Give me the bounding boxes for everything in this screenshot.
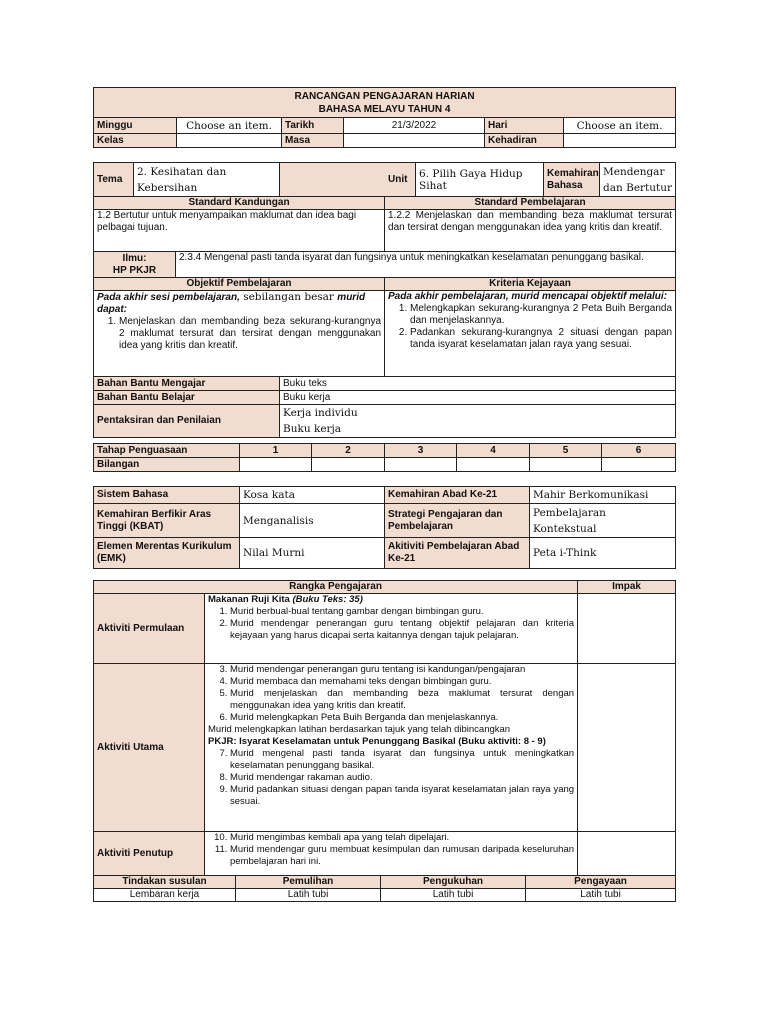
impak-penutup[interactable] [578,832,676,876]
kbat-value[interactable]: Menganalisis [240,504,385,538]
masa-label: Masa [282,134,344,148]
tahap-level-2: 2 [312,444,385,458]
emk-value[interactable]: Nilai Murni [240,538,385,569]
kriteria-item: 2. Padankan sekurang-kurangnya 2 situasi dengan papan tanda isyarat keselamatan jalan raya yang sesuai. [410,327,672,351]
kemahiran-value[interactable]: Mendengar dan Bertutur [600,163,676,197]
utama-item: 7. Murid mengenal pasti tanda isyarat dan fungsinya untuk meningkatkan keselamatan penunggang basikal. [230,748,574,772]
objektif-intro-b: sebilangan besar [239,291,338,303]
kbat-label: Kemahiran Berfikir Aras Tinggi (KBAT) [94,504,240,538]
kriteria-header: Kriteria Kejayaan [385,278,676,291]
sistem-bahasa-value[interactable]: Kosa kata [240,487,385,504]
bilangan-cell-3[interactable] [385,458,457,472]
impak-permulaan[interactable] [578,594,676,664]
permulaan-heading [208,594,574,606]
bilangan-cell-4[interactable] [457,458,530,472]
kelas-label: Kelas [94,134,177,148]
document-title [94,88,676,118]
objektif-list [97,316,381,352]
utama-cell [205,664,578,832]
standard-kandungan-header: Standard Kandungan [94,197,385,210]
rangka-header: Rangka Pengajaran [94,581,578,594]
tahap-level-4: 4 [457,444,530,458]
bilangan-cell-6[interactable] [602,458,676,472]
strategi-label: Strategi Pengajaran dan Pembelajaran [385,504,530,538]
unit-label: Unit [280,163,416,197]
bilangan-label: Bilangan [94,458,240,472]
tahap-level-1: 1 [240,444,312,458]
objektif-cell [94,291,385,377]
tahap-level-3: 3 [385,444,457,458]
hari-dropdown[interactable]: Choose an item. [564,118,676,134]
utama-label: Aktiviti Utama [94,664,205,832]
pengayaan-header: Pengayaan [526,876,676,889]
pengayaan-value[interactable]: Latih tubi [526,889,676,902]
bilangan-cell-2[interactable] [312,458,385,472]
objektif-intro-a: Pada akhir sesi pembelajaran, [97,292,240,303]
strategi-value[interactable]: Pembelajaran Kontekstual [530,504,676,538]
aktiviti-abad-label: Akitiviti Pembelajaran Abad Ke-21 [385,538,530,569]
penutup-list [208,832,574,868]
utama-item: 9. Murid padankan situasi dengan papan tanda isyarat keselamatan jalan raya yang sesuai. [230,784,574,808]
kriteria-item: 1. Melengkapkan sekurang-kurangnya 2 Peta Buih Berganda dan menjelaskannya. [410,303,672,327]
tindakan-value[interactable]: Lembaran kerja [94,889,236,902]
tindakan-header: Tindakan susulan [94,876,236,889]
penutup-item: 10. Murid mengimbas kembali apa yang telah dipelajari. [230,832,574,844]
title-line-1: RANCANGAN PENGAJARAN HARIAN [294,90,475,102]
permulaan-label: Aktiviti Permulaan [94,594,205,664]
objektif-item: 1. Menjelaskan dan membanding beza sekurang-kurangnya 2 maklumat tersurat dan tersirat dengan menggunakan idea yang kritis dan kreatif. [119,316,381,352]
tema-value[interactable]: 2. Kesihatan dan Kebersihan [134,163,280,197]
standard-pembelajaran-header: Standard Pembelajaran [385,197,676,210]
abad-21-label: Kemahiran Abad Ke-21 [385,487,530,504]
pengukuhan-value[interactable]: Latih tubi [381,889,526,902]
pentaksiran-label: Pentaksiran dan Penilaian [94,405,280,438]
bilangan-cell-1[interactable] [240,458,312,472]
permulaan-cell [205,594,578,664]
kelas-value[interactable] [177,134,282,148]
utama-item: 4. Murid membaca dan memahami teks dengan bimbingan guru. [230,676,574,688]
ilmu-text: 2.3.4 Mengenal pasti tanda isyarat dan fungsinya untuk meningkatkan keselamatan penunggang basikal. [176,252,676,278]
header-table [93,87,676,148]
pengukuhan-header: Pengukuhan [381,876,526,889]
tahap-level-5: 5 [530,444,602,458]
bilangan-cell-5[interactable] [530,458,602,472]
ilmu-label-line-1: Ilmu: [122,252,147,264]
utama-item: 5. Murid menjelaskan dan membanding beza maklumat tersurat dengan menggunakan idea yang kritis dan kreatif. [230,688,574,712]
kriteria-intro: Pada akhir pembelajaran, murid mencapai objektif melalui: [388,291,667,302]
pemulihan-header: Pemulihan [236,876,381,889]
ilmu-label [94,252,176,278]
utama-item: 8. Murid mendengar rakaman audio. [230,772,574,784]
permulaan-ref: (Buku Teks: 35) [292,594,363,605]
penutup-item: 11. Murid mendengar guru membuat kesimpulan dan rumusan daripada keseluruhan pembelajaran hari ini. [230,844,574,868]
permulaan-title: Makanan Ruji Kita [208,594,290,605]
utama-note: Murid melengkapkan latihan berdasarkan tajuk yang telah dibincangkan [208,724,511,735]
kehadiran-label: Kehadiran [485,134,564,148]
tahap-label: Tahap Penguasaan [94,444,240,458]
bbm-value[interactable]: Buku teks [280,377,676,391]
kemahiran-label: Kemahiran Bahasa [544,163,600,197]
bbb-label: Bahan Bantu Belajar [94,391,280,405]
objektif-intro [97,291,381,316]
minggu-dropdown[interactable]: Choose an item. [177,118,282,134]
rangka-table [93,580,676,902]
utama-item: 3. Murid mendengar penerangan guru tentang isi kandungan/pengajaran [230,664,574,676]
topic-table [93,162,676,438]
tahap-level-6: 6 [602,444,676,458]
title-line-2: BAHASA MELAYU TAHUN 4 [318,103,451,115]
abad-21-value[interactable]: Mahir Berkomunikasi [530,487,676,504]
kriteria-list [388,303,672,351]
masa-value[interactable] [344,134,485,148]
unit-value[interactable]: 6. Pilih Gaya Hidup Sihat [416,163,544,197]
standard-kandungan-text: 1.2 Bertutur untuk menyampaikan maklumat dan idea bagi pelbagai tujuan. [94,210,385,252]
sistem-bahasa-label: Sistem Bahasa [94,487,240,504]
objektif-header: Objektif Pembelajaran [94,278,385,291]
ilmu-label-line-2: HP PKJR [112,264,157,276]
kehadiran-value[interactable] [564,134,676,148]
pentaksiran-line-1: Kerja individu [283,407,358,419]
permulaan-item: 1. Murid berbual-bual tentang gambar dengan bimbingan guru. [230,606,574,618]
tarikh-label: Tarikh [282,118,344,134]
tema-label: Tema [94,163,134,197]
permulaan-item: 2. Murid mendengar penerangan guru tentang objektif pelajaran dan kriteria kejayaan yang harus dicapai serta kaitannya dengan tajuk pelajaran. [230,618,574,642]
permulaan-list [208,606,574,642]
impak-utama[interactable] [578,664,676,832]
bbm-label: Bahan Bantu Mengajar [94,377,280,391]
penutup-label: Aktiviti Penutup [94,832,205,876]
kriteria-cell [385,291,676,377]
pentaksiran-line-2: Buku kerja [283,423,342,435]
utama-list-a [208,664,574,724]
pemulihan-value[interactable]: Latih tubi [236,889,381,902]
elements-table [93,486,676,569]
utama-list-b [208,748,574,808]
hari-label: Hari [485,118,564,134]
penutup-cell [205,832,578,876]
emk-label: Elemen Merentas Kurikulum (EMK) [94,538,240,569]
impak-header: Impak [578,581,676,594]
bbb-value[interactable]: Buku kerja [280,391,676,405]
aktiviti-abad-value[interactable]: Peta i-Think [530,538,676,569]
tarikh-value[interactable]: 21/3/2022 [344,118,485,134]
tahap-table [93,443,676,472]
utama-pkjr: PKJR: Isyarat Keselamatan untuk Penunggang Basikal (Buku aktiviti: 8 - 9) [208,736,546,747]
utama-item: 6. Murid melengkapkan Peta Buih Berganda dan menjelaskannya. [230,712,574,724]
minggu-label: Minggu [94,118,177,134]
pentaksiran-value[interactable] [280,405,676,438]
standard-pembelajaran-text: 1.2.2 Menjelaskan dan membanding beza maklumat tersurat dan tersirat dengan menggunakan idea yang kritis dan kreatif. [385,210,676,252]
objektif-intro-c: murid dapat: [97,292,366,315]
